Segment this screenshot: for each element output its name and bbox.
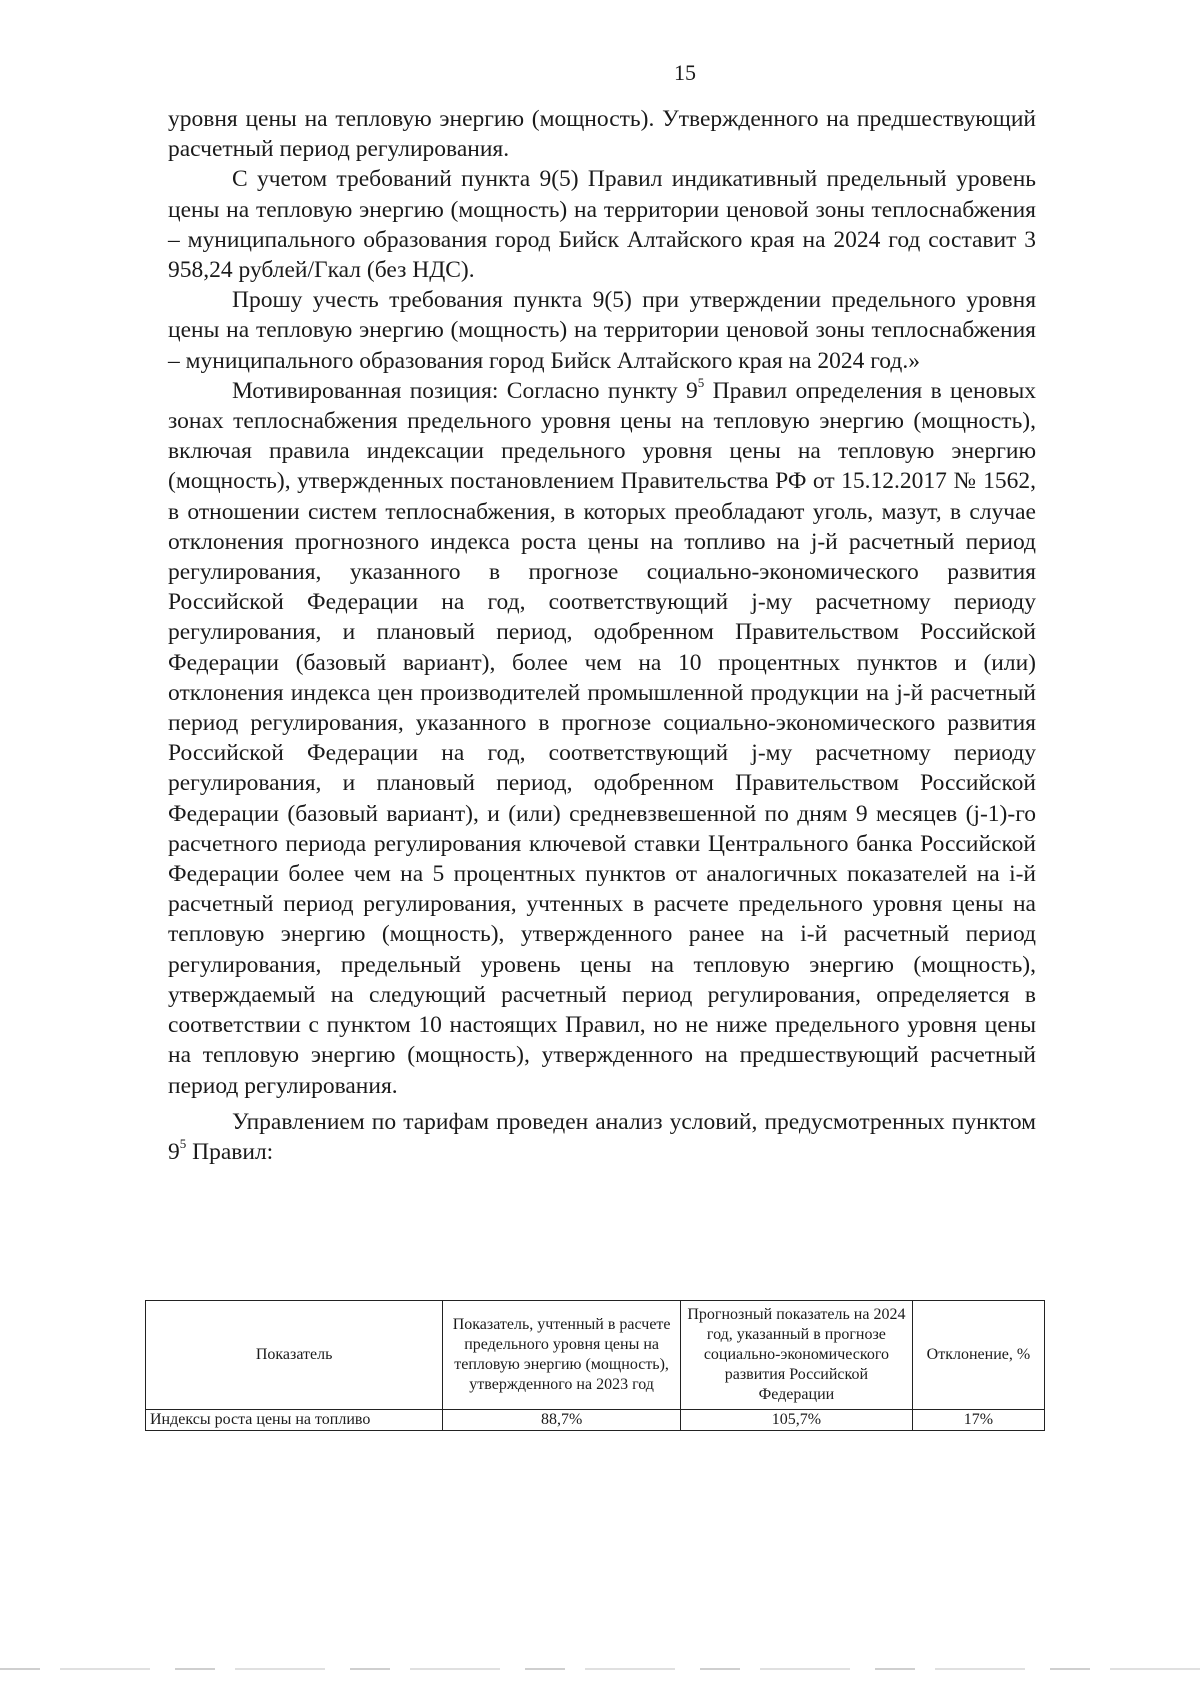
analysis-text-start: Управлением по тарифам проведен анализ условий, предусмотренных пунктом 9 (168, 1108, 1036, 1165)
cell-indicator: Индексы роста цены на топливо (146, 1410, 443, 1431)
header-deviation: Отклонение, % (912, 1301, 1044, 1410)
cell-2023-value: 88,7% (443, 1410, 681, 1431)
header-2023-value: Показатель, учтенный в расчете предельного уровня цены на тепловую энергию (мощность), утвержденного на 2023 год (443, 1301, 681, 1410)
paragraph-request: Прошу учесть требования пункта 9(5) при утверждении предельного уровня цены на тепловую энергию (мощность) на территории ценовой зоны теплоснабжения – муниципального образования город Бийск Алтайского края на 2024 год.» (168, 287, 1036, 374)
superscript-5: 5 (697, 375, 705, 390)
scan-edge-artifact (0, 1668, 1200, 1670)
paragraph-motivated-position (168, 376, 1036, 1101)
table-row (146, 1410, 1045, 1431)
table-header-row (146, 1301, 1045, 1410)
motivated-position-text-rest: Правил определения в ценовых зонах теплоснабжения предельного уровня цены на тепловую энергию (мощность), включая правила индексации предельного уровня цены на тепловую энергию (мощность), утвержденных постановлением Правительства РФ от 15.12.2017 № 1562, в отношении систем теплоснабжения, в которых преобладают уголь, мазут, в случае отклонения прогнозного индекса роста цены на топливо на j-й расчетный период регулирования, указанного в прогнозе социально-экономического развития Российской Федерации на год, соответствующий j-му расчетному периоду регулирования, и плановый период, одобренном Правительством Российской Федерации (базовый вариант), более чем на 10 процентных пунктов и (или) отклонения индекса цен производителей промышленной продукции на j-й расчетный период регулирования, указанного в прогнозе социально-экономического развития Российской Федерации на год, соответствующий j-му расчетному периоду регулирования, и плановый период, одобренном Правительством Российской Федерации (базовый вариант), и (или) средневзвешенной по дням 9 месяцев (j-1)-го расчетного периода регулирования ключевой ставки Центрального банка Российской Федерации более чем на 5 процентных пунктов от аналогичных показателей на i-й расчетный период регулирования, учтенных в расчете предельного уровня цены на тепловую энергию (мощность), утвержденного ранее на i-й расчетный период регулирования, предельный уровень цены на тепловую энергию (мощность), утверждаемый на следующий расчетный период регулирования, определяется в соответствии с пунктом 10 настоящих Правил, но не ниже предельного уровня цены на тепловую энергию (мощность), утвержденного на предшествующий расчетный период регулирования. (168, 377, 1036, 1099)
cell-deviation: 17% (912, 1410, 1044, 1431)
cell-2024-forecast: 105,7% (680, 1410, 912, 1431)
header-2024-forecast: Прогнозный показатель на 2024 год, указанный в прогнозе социально-экономического развития Российской Федерации (680, 1301, 912, 1410)
page-number: 15 (674, 60, 696, 85)
paragraph-indicative-price: С учетом требований пункта 9(5) Правил индикативный предельный уровень цены на тепловую энергию (мощность) на территории ценовой зоны теплоснабжения – муниципального образования город Бийск Алтайского края на 2024 год составит 3 958,24 рублей/Гкал (без НДС). (168, 166, 1036, 284)
paragraph-analysis-intro (168, 1107, 1036, 1167)
paragraph-continuation: уровня цены на тепловую энергию (мощность). Утвержденного на предшествующий расчетный период регулирования. (168, 106, 1036, 163)
superscript-5: 5 (179, 1136, 187, 1152)
header-indicator: Показатель (146, 1301, 443, 1410)
document-body (168, 104, 1036, 1167)
indicators-table (145, 1300, 1045, 1431)
motivated-position-text-start: Мотивированная позиция: Согласно пункту 9 (232, 377, 698, 404)
analysis-text-end: Правил: (186, 1138, 274, 1165)
